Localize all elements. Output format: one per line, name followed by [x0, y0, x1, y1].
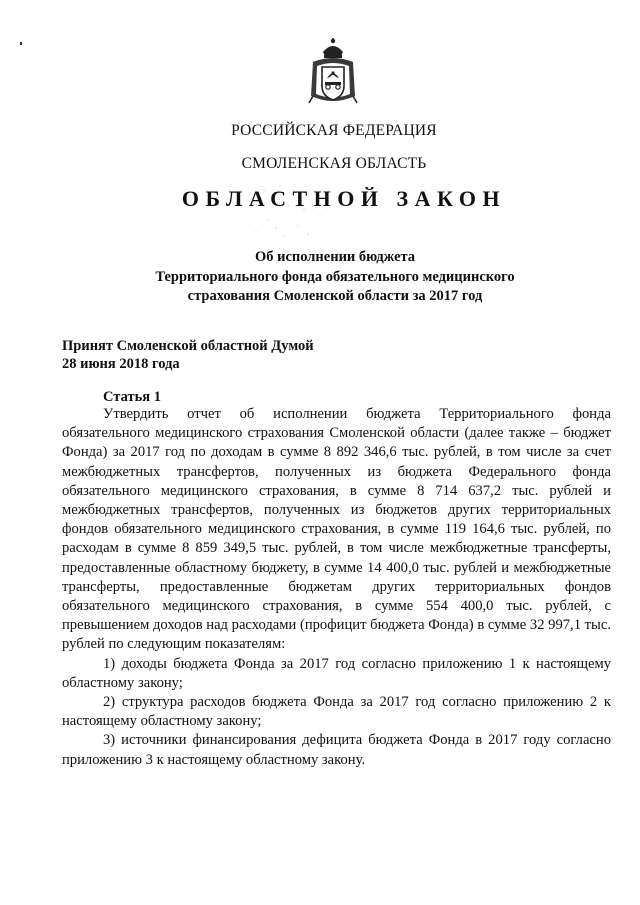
adoption-body: Принят Смоленской областной Думой — [62, 338, 314, 354]
article-paragraph: Утвердить отчет об исполнении бюджета Территориального фонда обязательного медицинского страхования Смоленской области (далее также – бюджет Фонда) за 2017 год по доходам в сумме 8 892 346,6 тыс. рублей, в том числе за счет межбюджетных трансфертов, полученных из бюджета Федерального фонда обязательного медицинского страхования, в сумме 8 714 637,2 тыс. рублей и межбюджетных трансфертов, полученных из бюджетов других территориальных фондов обязательного медицинского страхования, в сумме 119 164,6 тыс. рублей, по расходам в сумме 8 859 349,5 тыс. рублей, в том числе межбюджетные трансферты, предоставленные областному бюджету, в сумме 14 400,0 тыс. рублей и межбюджетные трансферты, предоставленные бюджетам других территориальных фондов обязательного медицинского страхования, в сумме 554 400,0 тыс. рублей, с превышением доходов над расходами (профицит бюджета Фонда) в сумме 32 997,1 тыс. рублей по следующим показателям: — [62, 406, 611, 653]
coat-of-arms-icon — [303, 36, 363, 108]
law-title — [0, 248, 640, 307]
article-body — [62, 405, 611, 770]
country-name: РОССИЙСКАЯ ФЕДЕРАЦИЯ — [231, 122, 437, 139]
article-item: 3) источники финансирования дефицита бюджета Фонда в 2017 году согласно приложению 3 к настоящему областному закону. — [62, 732, 611, 768]
article-heading: Статья 1 — [103, 389, 161, 405]
law-title-line: Территориального фонда обязательного медицинского — [155, 268, 515, 285]
scan-speck — [20, 42, 22, 45]
adoption-info — [62, 337, 314, 373]
document-type: ОБЛАСТНОЙ ЗАКОН — [181, 186, 507, 211]
article-item: 1) доходы бюджета Фонда за 2017 год согласно приложению 1 к настоящему областному закону; — [62, 655, 611, 691]
region-name: СМОЛЕНСКАЯ ОБЛАСТЬ — [241, 155, 427, 172]
adoption-date: 28 июня 2018 года — [62, 356, 180, 372]
article-item: 2) структура расходов бюджета Фонда за 2017 год согласно приложению 2 к настоящему областному закону; — [62, 694, 611, 730]
law-title-line: Об исполнении бюджета — [254, 249, 416, 265]
law-title-line: страхования Смоленской области за 2017 год — [187, 288, 483, 304]
